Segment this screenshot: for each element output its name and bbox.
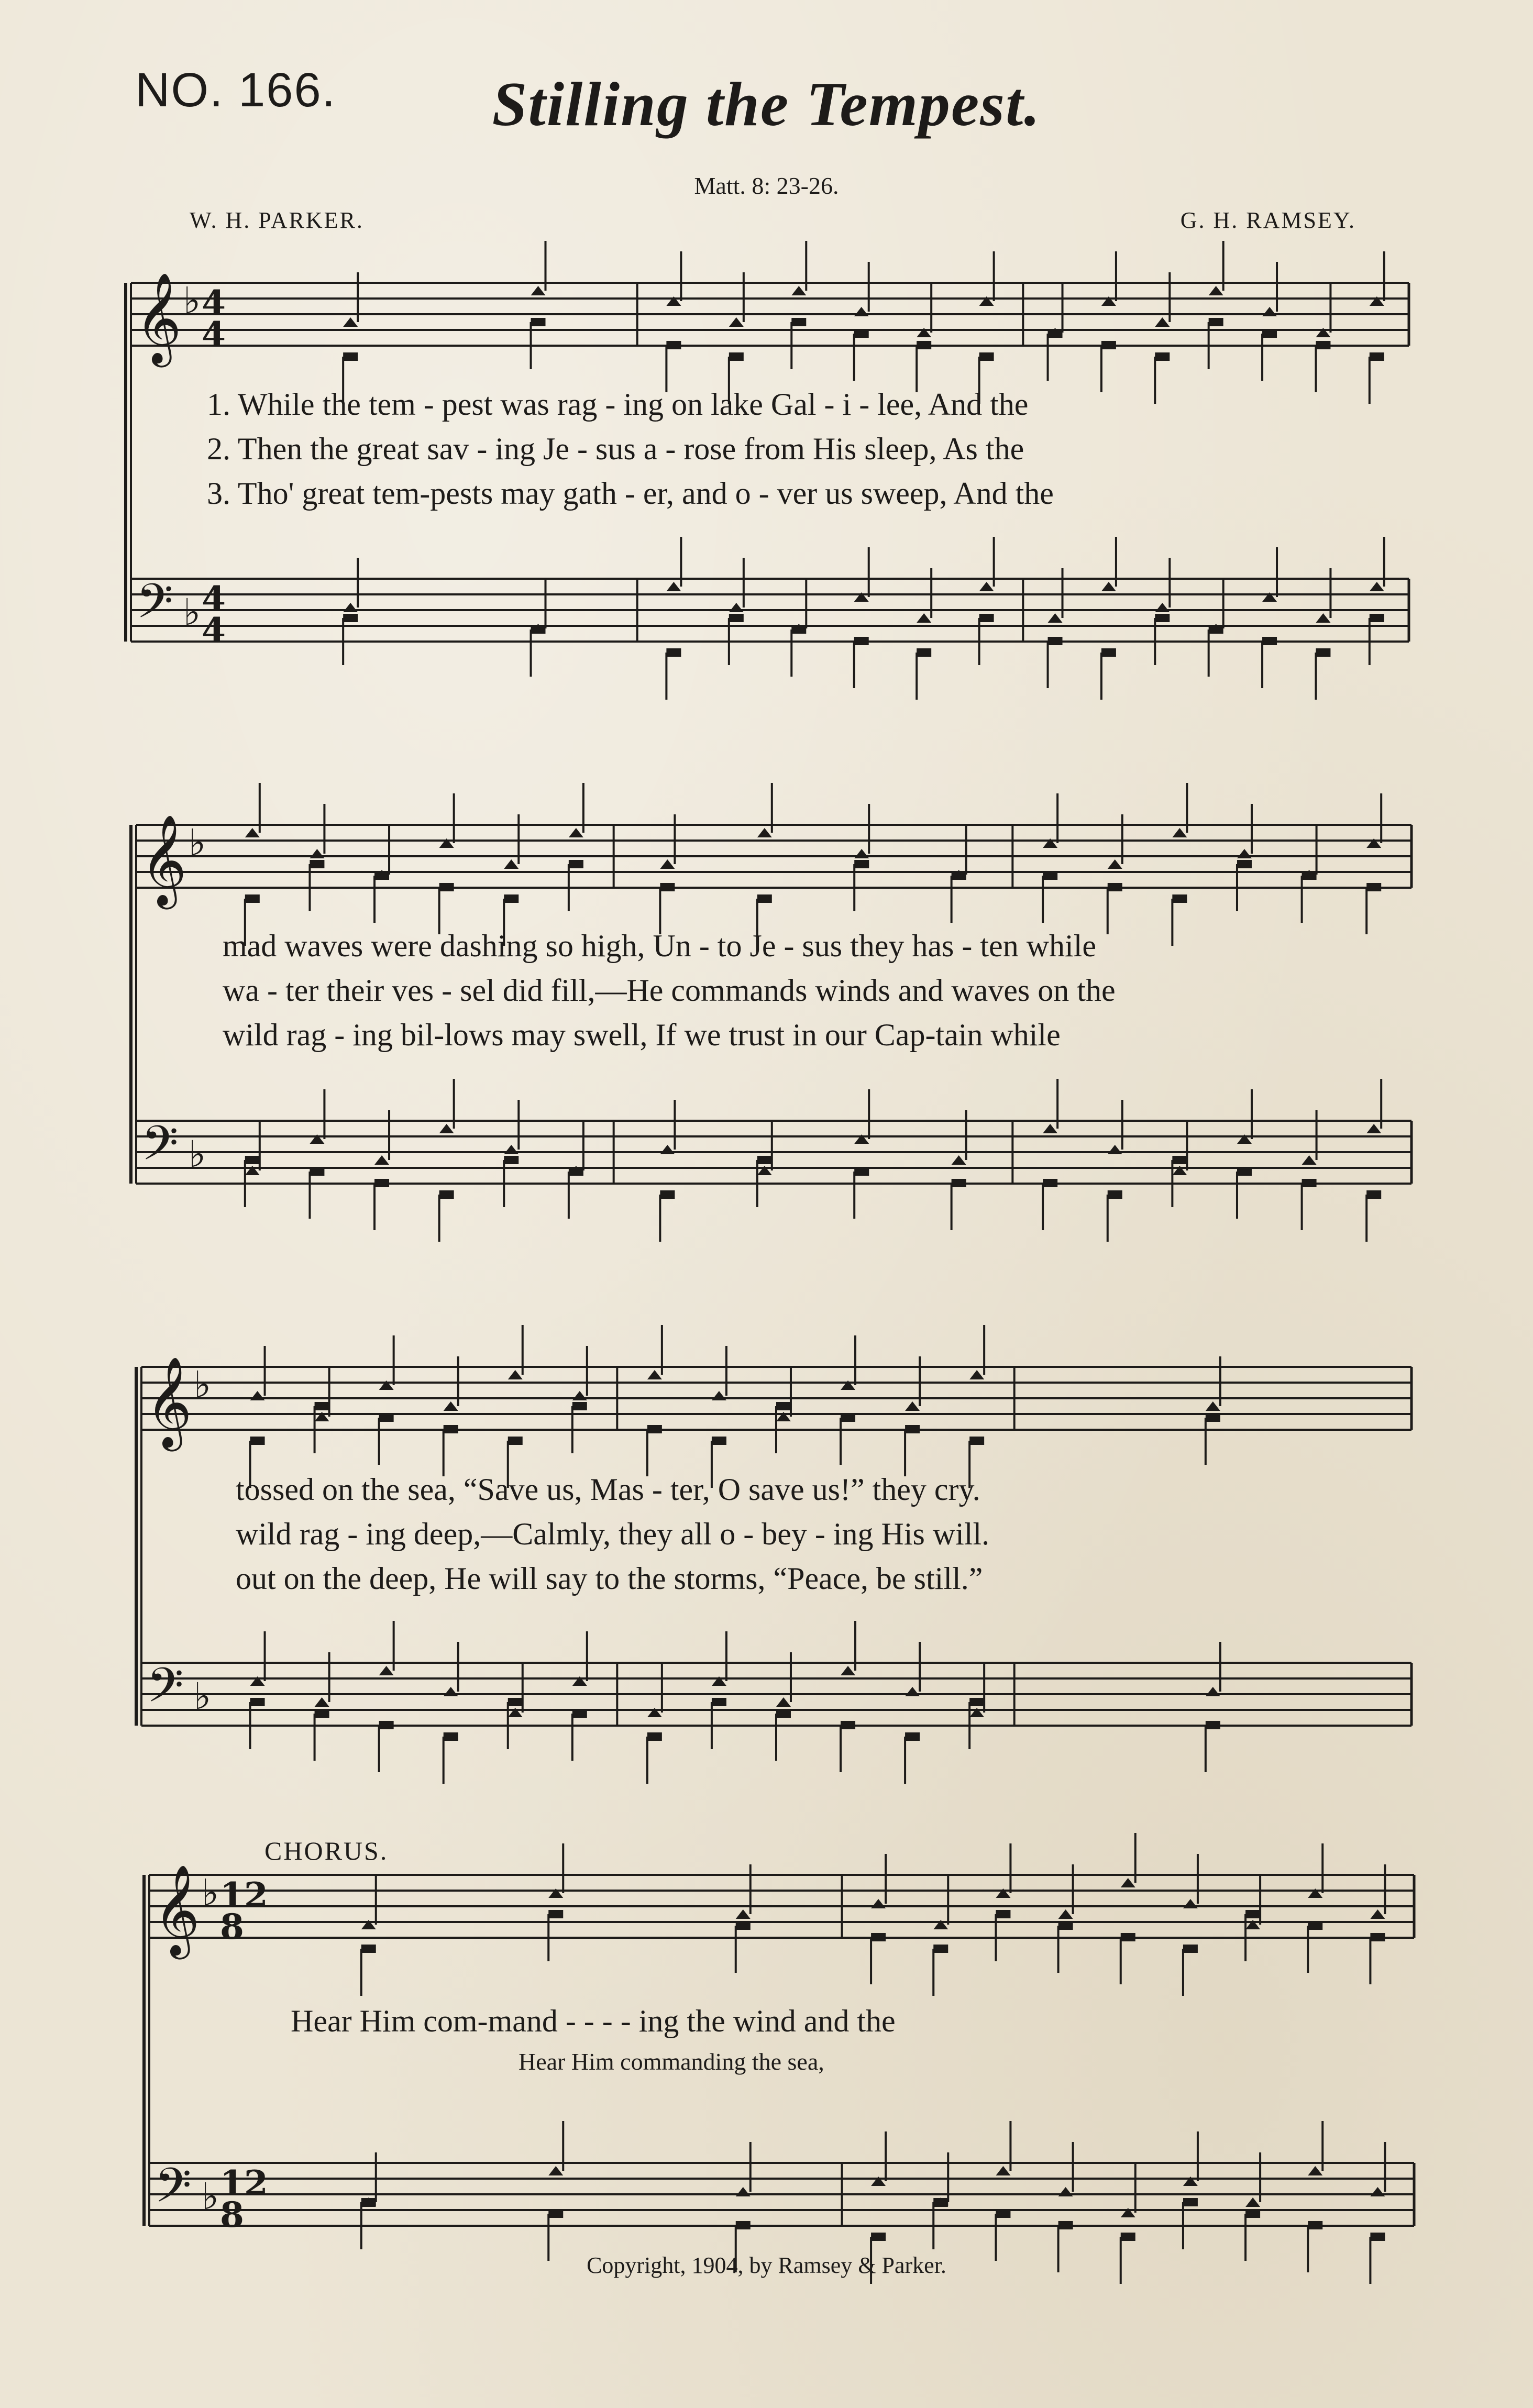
time-signature-bottom: 4 xyxy=(202,314,226,355)
system-1-treble-note xyxy=(531,286,546,295)
system-4-treble-note xyxy=(736,1921,751,1930)
system-2-treble-note xyxy=(1302,871,1317,880)
system-4-treble-note xyxy=(1370,1909,1385,1919)
system-3-treble-note xyxy=(969,1437,984,1445)
system-3-treble-note xyxy=(1206,1413,1220,1422)
lyric-line-s1-v2: 2. Then the great sav - ing Je - sus a - rose from His sleep, As the xyxy=(207,432,1024,466)
treble-clef-icon: 𝄞 xyxy=(140,814,187,905)
copyright-notice: Copyright, 1904, by Ramsey & Parker. xyxy=(587,2252,946,2278)
system-2-treble-note xyxy=(374,871,389,880)
system-1-treble-note xyxy=(1262,307,1277,316)
system-3-treble-note xyxy=(647,1425,662,1433)
system-2-treble-note xyxy=(504,894,519,903)
system-1-treble-note xyxy=(854,329,869,338)
system-1-treble-note xyxy=(1155,352,1170,361)
system-4-treble-note xyxy=(1183,1945,1198,1953)
system-3-treble-note xyxy=(250,1391,265,1400)
bass-clef-icon: 𝄢 xyxy=(155,2158,192,2225)
system-2-bass-note xyxy=(854,1167,869,1176)
system-2-bass-note xyxy=(1237,1167,1252,1176)
system-3-treble-note xyxy=(905,1401,920,1411)
system-2-bass-note xyxy=(439,1190,454,1199)
system-1-treble-note xyxy=(1262,329,1277,338)
system-4-treble-note xyxy=(871,1933,886,1941)
bass-clef-icon: 𝄢 xyxy=(136,573,173,640)
system-2-treble-note xyxy=(1366,883,1381,891)
system-2-bass-note xyxy=(1043,1179,1057,1187)
system-1-bass-note xyxy=(1101,582,1116,591)
system-1-treble-note xyxy=(791,318,806,326)
system-4-bass-note xyxy=(548,2210,563,2218)
flat-sign-icon: ♭ xyxy=(183,591,201,634)
system-3-bass-note xyxy=(776,1697,791,1707)
system-2-treble-note xyxy=(504,859,519,869)
system-2-bass-note xyxy=(439,1124,454,1133)
system-1-bass-note xyxy=(791,625,806,634)
flat-sign-icon: ♭ xyxy=(183,279,201,322)
system-2-bass-note xyxy=(245,1156,260,1164)
system-3-treble-note xyxy=(712,1391,726,1400)
system-2-treble-note xyxy=(1237,860,1252,868)
system-4-bass-note xyxy=(1245,2210,1260,2218)
system-2-treble-note xyxy=(854,860,869,868)
system-2-treble-note xyxy=(245,828,260,837)
system-1-bass-note xyxy=(666,582,681,591)
bass-clef-icon: 𝄢 xyxy=(141,1115,179,1183)
system-4-treble-note xyxy=(1121,1878,1135,1887)
system-1-treble-note xyxy=(917,341,931,349)
system-4-treble-note xyxy=(996,1910,1010,1918)
system-1-treble-note xyxy=(854,307,869,316)
flat-sign-icon: ♭ xyxy=(202,1871,219,1914)
treble-clef-icon: 𝄞 xyxy=(135,272,182,363)
system-3-treble-note xyxy=(250,1437,265,1445)
system-1-treble-note xyxy=(791,286,806,295)
system-3-treble-note xyxy=(315,1402,329,1410)
system-2-bass-note xyxy=(374,1155,389,1165)
system-2-bass-note xyxy=(660,1145,675,1154)
lyric-line-s2-v1: mad waves were dashing so high, Un - to Je - sus they has - ten while xyxy=(223,929,1096,963)
system-4-bass-note xyxy=(736,2187,751,2196)
system-1-bass-note xyxy=(1262,637,1277,645)
system-4-bass-note xyxy=(1245,2197,1260,2207)
system-1-treble-note xyxy=(729,317,744,327)
time-signature-top: 12 xyxy=(220,2163,268,2204)
system-4-bass-note xyxy=(996,2166,1010,2175)
chorus-label: CHORUS. xyxy=(264,1836,389,1865)
system-4-bass-note xyxy=(1058,2221,1073,2229)
system-2-treble-note xyxy=(660,859,675,869)
system-1-bass-note xyxy=(1316,648,1330,657)
system-1-treble-note xyxy=(343,317,358,327)
system-2-bass-note xyxy=(952,1155,966,1165)
lyric-line-s2-v2: wa - ter their ves - sel did fill,—He commands winds and waves on the xyxy=(223,973,1116,1008)
system-1-bass-note xyxy=(917,613,931,623)
system-1-bass-note xyxy=(1370,582,1384,591)
system-2-bass-note xyxy=(1108,1145,1122,1154)
system-2-bass-note xyxy=(504,1156,519,1164)
system-2-treble-note xyxy=(1172,894,1187,903)
system-4-treble-note xyxy=(548,1910,563,1918)
system-3-treble-note xyxy=(1206,1401,1220,1411)
system-3-bass-note xyxy=(905,1687,920,1696)
system-1-treble-note xyxy=(1048,329,1063,338)
system-1-treble-note xyxy=(531,318,546,326)
system-4-treble-note xyxy=(1121,1933,1135,1941)
system-4-bass-note xyxy=(933,2198,948,2206)
flat-sign-icon: ♭ xyxy=(189,1133,206,1176)
system-3-bass-note xyxy=(969,1698,984,1706)
system-4-treble-note xyxy=(1245,1910,1260,1918)
system-3-bass-note xyxy=(841,1721,855,1729)
system-3-treble-note xyxy=(572,1402,587,1410)
system-2-treble-note xyxy=(1237,849,1252,858)
system-1-bass-note xyxy=(1155,603,1170,612)
system-3-bass-note xyxy=(444,1732,458,1741)
system-2-treble-note xyxy=(310,849,324,858)
time-signature-top: 4 xyxy=(202,283,226,324)
system-2-treble-note xyxy=(660,883,675,891)
system-2-treble-note xyxy=(310,860,324,868)
system-2-bass-note xyxy=(504,1145,519,1154)
system-4-treble-note xyxy=(871,1899,886,1908)
system-4-bass-note xyxy=(1121,2233,1135,2241)
system-3-treble-note xyxy=(508,1370,523,1379)
system-3-bass-note xyxy=(315,1709,329,1718)
system-1-treble-note xyxy=(1316,341,1330,349)
system-2-treble-note xyxy=(1043,871,1057,880)
system-4-treble-note xyxy=(1308,1921,1322,1930)
lyric-line-chorus: Hear Him com-mand - - - - ing the wind and the xyxy=(291,2004,896,2038)
bass-clef-icon: 𝄢 xyxy=(147,1658,184,1725)
system-2-bass-note xyxy=(1302,1155,1317,1165)
system-4-treble-note xyxy=(1058,1921,1073,1930)
lyric-line-s3-v1: tossed on the sea, “Save us, Mas - ter, O save us!” they cry. xyxy=(236,1472,980,1507)
system-1-treble-note xyxy=(1101,341,1116,349)
system-4-bass-note xyxy=(1308,2166,1322,2175)
system-2-bass-note xyxy=(1043,1124,1057,1133)
system-4-bass-note xyxy=(736,2221,751,2229)
system-2-treble-note xyxy=(245,894,260,903)
hymn-number: NO. 166. xyxy=(135,63,337,117)
system-3-bass-note xyxy=(250,1698,265,1706)
system-1-bass-note xyxy=(1048,637,1063,645)
system-4-bass-note xyxy=(1370,2187,1385,2196)
system-1-treble-note xyxy=(1209,318,1223,326)
system-1-treble-note xyxy=(343,352,358,361)
system-3-bass-note xyxy=(572,1709,587,1718)
system-2-bass-note xyxy=(1172,1156,1187,1164)
system-3-bass-note xyxy=(1206,1687,1220,1696)
system-1-bass-note xyxy=(531,625,546,634)
system-3-bass-note xyxy=(776,1709,791,1718)
lyric-line-s2-v3: wild rag - ing bil-lows may swell, If we trust in our Cap-tain while xyxy=(223,1018,1061,1052)
system-1-bass-note xyxy=(1101,648,1116,657)
time-signature-bottom: 4 xyxy=(202,610,226,651)
system-4-treble-note xyxy=(736,1909,751,1919)
system-1-bass-note xyxy=(854,637,869,645)
chorus-alto-text: Hear Him commanding the sea, xyxy=(519,2048,824,2075)
system-1-bass-note xyxy=(666,648,681,657)
system-3-treble-note xyxy=(647,1370,662,1379)
system-4-treble-note xyxy=(1058,1909,1073,1919)
lyric-line-s3-v3: out on the deep, He will say to the storms, “Peace, be still.” xyxy=(236,1561,983,1596)
system-2-treble-note xyxy=(952,871,966,880)
system-3-treble-note xyxy=(444,1425,458,1433)
system-4-treble-note xyxy=(1370,1933,1385,1941)
system-2-treble-note xyxy=(439,883,454,891)
lyric-line-s1-v3: 3. Tho' great tem-pests may gath - er, and o - ver us sweep, And the xyxy=(207,476,1054,511)
system-1-bass-note xyxy=(1316,613,1330,623)
system-2-bass-note xyxy=(952,1179,966,1187)
system-3-bass-note xyxy=(841,1666,855,1675)
system-1-bass-note xyxy=(1155,614,1170,622)
lyricist-credit: W. H. PARKER. xyxy=(190,207,364,233)
system-1-bass-note xyxy=(979,614,994,622)
system-3-treble-note xyxy=(444,1401,458,1411)
system-1-treble-note xyxy=(1209,286,1223,295)
system-1-treble-note xyxy=(1155,317,1170,327)
system-3-treble-note xyxy=(572,1391,587,1400)
system-2-treble-note xyxy=(1108,883,1122,891)
system-4-bass-note xyxy=(996,2210,1010,2218)
time-signature-top: 4 xyxy=(202,579,226,620)
system-2-bass-note xyxy=(660,1190,675,1199)
system-1-bass-note xyxy=(1209,625,1223,634)
system-2-treble-note xyxy=(569,860,583,868)
system-1-bass-note xyxy=(917,648,931,657)
treble-clef-icon: 𝄞 xyxy=(153,1864,200,1956)
time-signature-bottom: 8 xyxy=(220,2194,244,2235)
system-4-treble-note xyxy=(1183,1899,1198,1908)
system-4-bass-note xyxy=(361,2198,376,2206)
system-4-bass-note xyxy=(1058,2187,1073,2196)
system-1-bass-note xyxy=(343,603,358,612)
system-1-treble-note xyxy=(1370,352,1384,361)
system-2-treble-note xyxy=(1172,828,1187,837)
time-signature-bottom: 8 xyxy=(220,1906,244,1947)
system-2-bass-note xyxy=(569,1167,583,1176)
scripture-reference: Matt. 8: 23-26. xyxy=(694,172,839,199)
system-1-bass-note xyxy=(729,614,744,622)
system-3-treble-note xyxy=(712,1437,726,1445)
system-1-treble-note xyxy=(729,352,744,361)
system-3-bass-note xyxy=(1206,1721,1220,1729)
system-3-bass-note xyxy=(379,1721,394,1729)
system-3-bass-note xyxy=(508,1698,523,1706)
system-4-bass-note xyxy=(1370,2233,1385,2241)
system-3-treble-note xyxy=(969,1370,984,1379)
system-3-bass-note xyxy=(905,1732,920,1741)
system-1-treble-note xyxy=(979,352,994,361)
system-1-bass-note xyxy=(979,582,994,591)
system-2-bass-note xyxy=(1366,1190,1381,1199)
system-3-bass-note xyxy=(379,1666,394,1675)
flat-sign-icon: ♭ xyxy=(194,1363,212,1406)
system-1-bass-note xyxy=(729,603,744,612)
system-3-bass-note xyxy=(444,1687,458,1696)
lyric-line-s1-v1: 1. While the tem - pest was rag - ing on lake Gal - i - lee, And the xyxy=(207,387,1029,422)
lyric-line-s3-v2: wild rag - ing deep,—Calmly, they all o - bey - ing His will. xyxy=(236,1517,990,1551)
system-2-bass-note xyxy=(1366,1124,1381,1133)
system-3-treble-note xyxy=(905,1425,920,1433)
system-2-bass-note xyxy=(1108,1190,1122,1199)
system-1-bass-note xyxy=(1048,613,1063,623)
system-1-bass-note xyxy=(343,614,358,622)
system-2-treble-note xyxy=(569,828,583,837)
system-3-bass-note xyxy=(647,1732,662,1741)
system-2-treble-note xyxy=(757,828,772,837)
system-3-bass-note xyxy=(712,1698,726,1706)
system-1-treble-note xyxy=(666,341,681,349)
system-3-treble-note xyxy=(776,1402,791,1410)
system-3-bass-note xyxy=(315,1697,329,1707)
system-4-bass-note xyxy=(871,2233,886,2241)
system-3-treble-note xyxy=(841,1413,855,1422)
system-2-treble-note xyxy=(854,849,869,858)
flat-sign-icon: ♭ xyxy=(202,2175,219,2218)
system-3-treble-note xyxy=(379,1413,394,1422)
system-4-bass-note xyxy=(1183,2198,1198,2206)
system-1-bass-note xyxy=(1370,614,1384,622)
system-2-treble-note xyxy=(757,894,772,903)
flat-sign-icon: ♭ xyxy=(194,1675,212,1718)
composer-credit: G. H. RAMSEY. xyxy=(1180,207,1356,233)
system-4-treble-note xyxy=(361,1945,376,1953)
treble-clef-icon: 𝄞 xyxy=(146,1356,192,1448)
time-signature-top: 12 xyxy=(220,1875,268,1916)
system-2-bass-note xyxy=(310,1167,324,1176)
system-2-bass-note xyxy=(757,1156,772,1164)
system-4-bass-note xyxy=(548,2166,563,2175)
system-3-treble-note xyxy=(508,1437,523,1445)
flat-sign-icon: ♭ xyxy=(189,821,206,864)
system-2-bass-note xyxy=(1302,1179,1317,1187)
hymn-title: Stilling the Tempest. xyxy=(492,69,1041,139)
system-2-bass-note xyxy=(374,1179,389,1187)
system-4-bass-note xyxy=(1308,2221,1322,2229)
system-2-treble-note xyxy=(1108,859,1122,869)
system-4-treble-note xyxy=(933,1945,948,1953)
